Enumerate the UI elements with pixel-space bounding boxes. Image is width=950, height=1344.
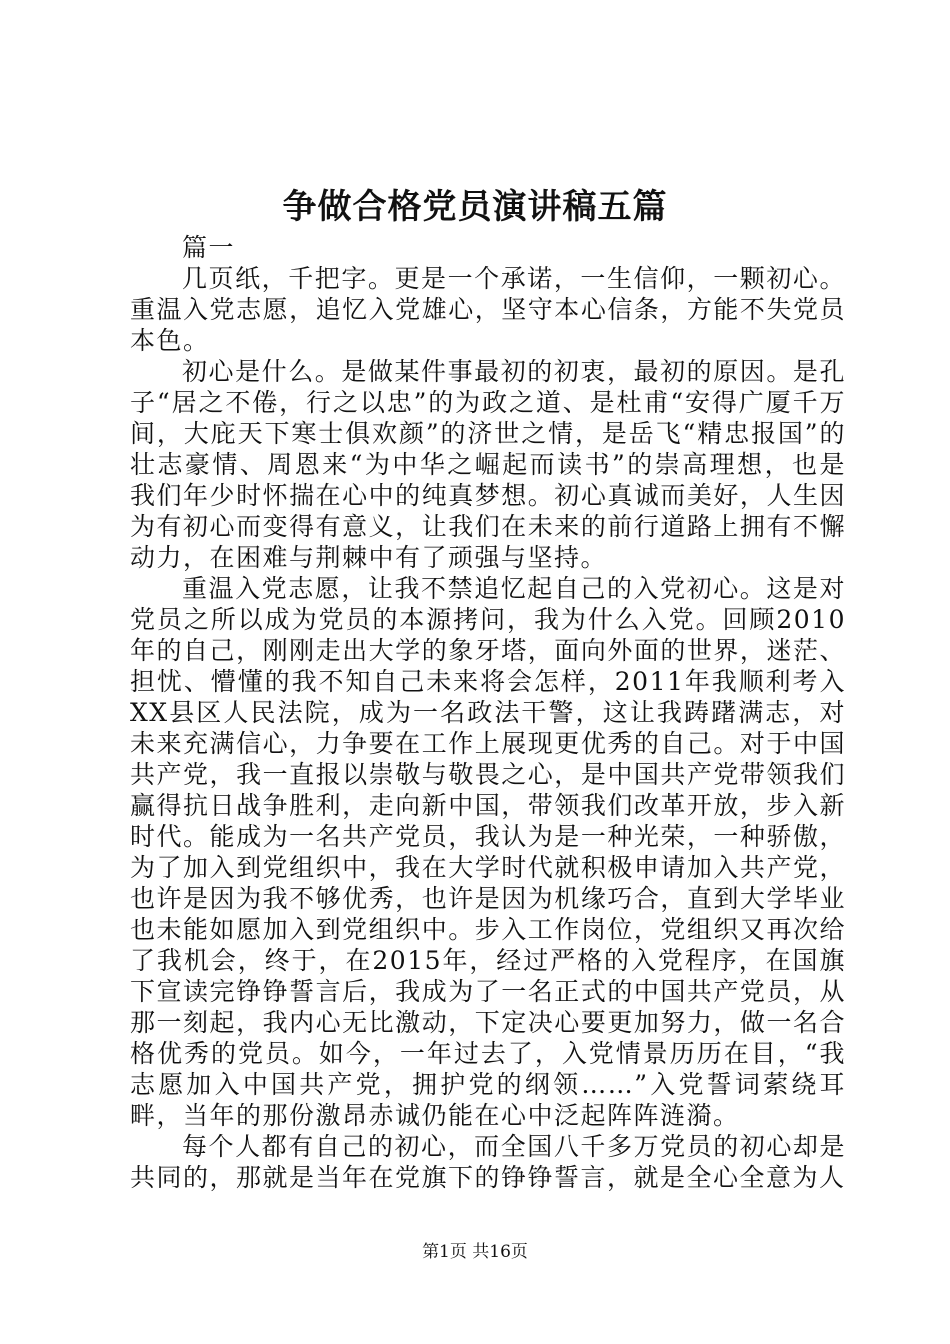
- paragraph: 每个人都有自己的初心，而全国八千多万党员的初心却是共同的，那就是当年在党旗下的铮铮誓言，就是全心全意为人: [130, 1132, 846, 1192]
- document-title: 争做合格党员演讲稿五篇: [282, 187, 668, 227]
- document-body: [130, 232, 846, 1193]
- paragraph: 初心是什么。是做某件事最初的初衷，最初的原因。是孔子“居之不倦，行之以忠”的为政之道、是杜甫“安得广厦千万间，大庇天下寒士俱欢颜”的济世之情，是岳飞“精忠报国”的壮志豪情、周恩来“为中华之崛起而读书”的崇高理想，也是我们年少时怀揣在心中的纯真梦想。初心真诚而美好，人生因为有初心而变得有意义，让我们在未来的前行道路上拥有不懈动力，在困难与荆棘中有了顽强与坚持。: [130, 357, 846, 572]
- paragraph: 重温入党志愿，让我不禁追忆起自己的入党初心。这是对党员之所以成为党员的本源拷问，我为什么入党。回顾2010年的自己，刚刚走出大学的象牙塔，面向外面的世界，迷茫、担忧、懵懂的我不知自己未来将会怎样，2011年我顺利考入XX县区人民法院，成为一名政法干警，这让我踌躇满志，对未来充满信心，力争要在工作上展现更优秀的自己。对于中国共产党，我一直报以崇敬与敬畏之心，是中国共产党带领我们赢得抗日战争胜利，走向新中国，带领我们改革开放，步入新时代。能成为一名共产党员，我认为是一种光荣，一种骄傲，为了加入到党组织中，我在大学时代就积极申请加入共产党，也许是因为我不够优秀，也许是因为机缘巧合，直到大学毕业也未能如愿加入到党组织中。步入工作岗位，党组织又再次给了我机会，终于，在2015年，经过严格的入党程序，在国旗下宣读完铮铮誓言后，我成为了一名正式的中国共产党员，从那一刻起，我内心无比激动，下定决心要更加努力，做一名合格优秀的党员。如今，一年过去了，入党情景历历在目，“我志愿加入中国共产党，拥护党的纲领……”入党誓词萦绕耳畔，当年的那份激昂赤诚仍能在心中泛起阵阵涟漪。: [130, 574, 846, 1130]
- page-footer: 第1页 共16页: [422, 1242, 528, 1262]
- section-label: 篇一: [182, 233, 236, 262]
- paragraph: 几页纸，千把字。更是一个承诺，一生信仰，一颗初心。重温入党志愿，追忆入党雄心，坚守本心信条，方能不失党员本色。: [130, 264, 846, 355]
